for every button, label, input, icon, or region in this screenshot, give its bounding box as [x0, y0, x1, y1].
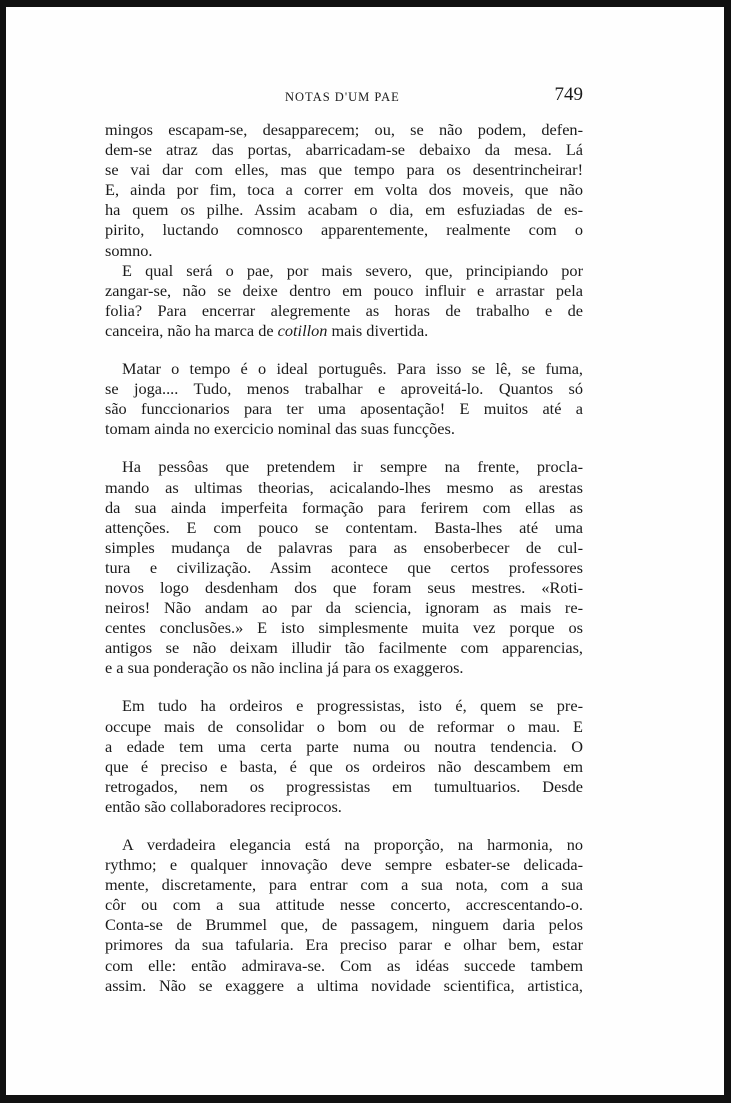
text-line: a edade tem uma certa parte numa ou noutra tendencia. O [105, 736, 583, 756]
text-line: neiros! Não andam ao par da sciencia, ignoram as mais re- [105, 598, 583, 618]
text-line: então são collaboradores reciprocos. [105, 796, 342, 816]
running-head: NOTAS D'UM PAE [285, 90, 400, 104]
text-line: Ha pessôas que pretendem ir sempre na frente, procla- [122, 457, 583, 477]
text-line: se vai dar com elles, mas que tempo para os desentrincheirar! [105, 160, 583, 180]
text-line: Em tudo ha ordeiros e progressistas, isto é, quem se pre- [122, 696, 583, 716]
text-line: mando as ultimas theorias, acicalando-lhes mesmo as arestas [105, 477, 583, 497]
page-header [105, 84, 583, 108]
scan-border-left [0, 0, 6, 1103]
text-line: são funccionarios para ter uma aposentação! E muitos até a [105, 399, 583, 419]
scan-border-top [0, 0, 731, 7]
text-line: e a sua ponderação os não inclina já para os exaggeros. [105, 658, 464, 678]
text-line: mingos escapam-se, desapparecem; ou, se não podem, defen- [105, 120, 583, 139]
scan-border-right [724, 0, 731, 1103]
italic-word: cotillon [277, 320, 328, 340]
text-line: novos logo desdenham dos que foram seus mestres. «Roti- [105, 577, 583, 597]
paragraph [105, 359, 583, 439]
text-line: pirito, luctando comnosco apparentemente, realmente com o [105, 220, 583, 240]
text-line: mente, discretamente, para entrar com a sua nota, com a sua [105, 875, 583, 895]
text-line: somno. [105, 240, 153, 260]
text-line: simples mudança de palavras para as ensoberbecer de cul- [105, 537, 583, 557]
text-line: E, ainda por fim, toca a correr em volta dos moveis, que não [105, 180, 583, 200]
paragraph [105, 261, 583, 341]
paragraph [105, 696, 583, 817]
text-line: retrogados, nem os progressistas em tumultuarios. Desde [105, 776, 583, 796]
text-line: que é preciso e basta, é que os ordeiros não descambem em [105, 756, 583, 776]
text-line: assim. Não se exaggere a ultima novidade scientifica, artistica, [105, 975, 583, 995]
text-line: primores da sua tafularia. Era preciso parar e olhar bem, estar [105, 935, 583, 955]
text-line: zangar-se, não se deixe dentro em pouco influir e arrastar pela [105, 280, 583, 300]
text-line: occupe mais de consolidar o bom ou de reformar o mau. E [105, 716, 583, 736]
text-line: E qual será o pae, por mais severo, que, principiando por [122, 260, 583, 280]
text-line: A verdadeira elegancia está na proporção, na harmonia, no [122, 835, 583, 854]
body-text [105, 120, 583, 996]
page-number: 749 [554, 84, 583, 105]
text-line: dem-se atraz das portas, abarricadam-se debaixo da mesa. Lá [105, 140, 583, 160]
paragraph [105, 457, 583, 678]
text-line: rythmo; e qualquer innovação deve sempre esbater-se delicada- [105, 855, 583, 875]
text-line: antigos se não deixam illudir tão facilmente com apparencias, [105, 638, 583, 658]
text-line: centes conclusões.» E isto simplesmente muita vez porque os [105, 618, 583, 638]
text-line: tomam ainda no exercicio nominal das suas funcções. [105, 419, 455, 439]
text-line: canceira, não ha marca de cotillon mais divertida. [105, 320, 429, 340]
paragraph [105, 120, 583, 261]
text-line: Conta-se de Brummel que, de passagem, ninguem daria pelos [105, 915, 583, 935]
text-line: attenções. E com pouco se contentam. Basta-lhes até uma [105, 517, 583, 537]
text-line: ha quem os pilhe. Assim acabam o dia, em esfuziadas de es- [105, 200, 583, 220]
text-line: com elle: então admirava-se. Com as idéas succede tambem [105, 955, 583, 975]
text-line: da sua ainda imperfeita formação para ferirem com ellas as [105, 497, 583, 517]
text-line: folia? Para encerrar alegremente as horas de trabalho e de [105, 300, 583, 320]
text-line: se joga.... Tudo, menos trabalhar e aproveitá-lo. Quantos só [105, 379, 583, 399]
paragraph [105, 835, 583, 996]
text-line: côr ou com a sua attitude nesse concerto, accrescentando-o. [105, 895, 583, 915]
text-line: Matar o tempo é o ideal português. Para isso se lê, se fuma, [122, 359, 583, 379]
text-line: tura e civilização. Assim acontece que certos professores [105, 557, 583, 577]
scan-border-bottom [0, 1095, 731, 1103]
